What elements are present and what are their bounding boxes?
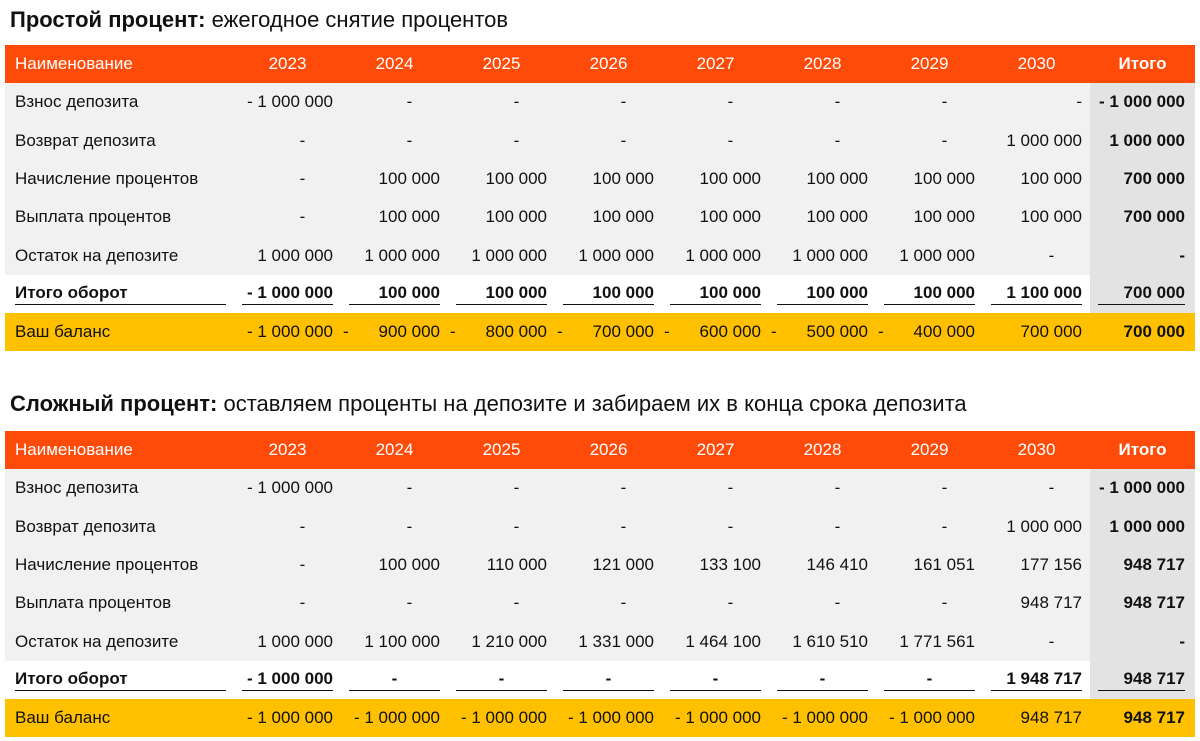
column-header-year: 2023 xyxy=(268,54,307,74)
table-cell: 1 464 100 xyxy=(685,631,761,651)
table-cell: - xyxy=(941,92,948,112)
table-row-balance xyxy=(5,313,1195,351)
row-total: 1 000 000 xyxy=(1090,122,1195,160)
simple-interest-table xyxy=(5,45,1195,351)
simple-interest-title-rest: ежегодное снятие процентов xyxy=(205,7,509,32)
column-header-year: 2027 xyxy=(696,440,735,460)
column-header-year: 2026 xyxy=(589,54,628,74)
column-header-year: 2028 xyxy=(803,54,842,74)
table-cell: 100 000 xyxy=(485,169,547,189)
column-header-name: Наименование xyxy=(15,54,133,74)
table-cell: - xyxy=(513,130,520,150)
table-cell xyxy=(448,313,555,351)
table-cell: 100 000 xyxy=(884,283,975,305)
table-cell: 100 000 xyxy=(913,207,975,227)
table-cell: - xyxy=(406,130,413,150)
table-row-interest-payout xyxy=(5,198,1195,236)
table-cell: 100 000 xyxy=(1020,169,1082,189)
table-cell xyxy=(555,313,662,351)
amount: 400 000 xyxy=(913,322,975,342)
table-cell: - xyxy=(620,92,627,112)
table-cell: 1 000 000 xyxy=(685,245,761,265)
table-row-interest-accrual xyxy=(5,160,1195,198)
table-cell: - xyxy=(941,593,948,613)
row-label: Остаток на депозите xyxy=(15,631,179,651)
table-cell: - xyxy=(727,593,734,613)
amount: 800 000 xyxy=(485,322,547,342)
table-cell: 1 100 000 xyxy=(364,631,440,651)
table-cell: - 1 000 000 xyxy=(353,708,440,728)
amount: 600 000 xyxy=(699,322,761,342)
table-row-turnover xyxy=(5,275,1195,313)
table-cell: 948 717 xyxy=(1020,708,1082,728)
table-cell: 1 000 000 xyxy=(364,245,440,265)
table-cell: - xyxy=(299,555,306,575)
table-cell: 1 000 000 xyxy=(257,245,333,265)
compound-interest-heading xyxy=(10,390,967,418)
table-row-deposit-in xyxy=(5,83,1195,121)
column-header-year: 2030 xyxy=(1017,54,1056,74)
row-label: Взнос депозита xyxy=(15,478,139,498)
table-cell: - xyxy=(513,516,520,536)
table-cell: 1 000 000 xyxy=(578,245,654,265)
table-cell xyxy=(876,313,983,351)
negative-sign: - xyxy=(771,322,777,342)
amount: 900 000 xyxy=(378,322,440,342)
table-row-deposit-return xyxy=(5,122,1195,160)
table-cell: - 1 000 000 xyxy=(246,708,333,728)
negative-sign: - xyxy=(343,322,349,342)
table-cell: - xyxy=(299,207,306,227)
table-row-interest-payout xyxy=(5,584,1195,622)
row-total: 948 717 xyxy=(1123,708,1185,728)
table-cell: - xyxy=(777,669,868,691)
table-cell: - 1 000 000 xyxy=(246,322,333,342)
table-cell: - xyxy=(406,92,413,112)
table-header-row xyxy=(5,431,1195,469)
table-cell: 1 000 000 xyxy=(1006,130,1082,150)
table-cell: 100 000 xyxy=(378,555,440,575)
row-total: - 1 000 000 xyxy=(1090,83,1195,121)
table-cell: 100 000 xyxy=(378,169,440,189)
row-label: Итого оборот xyxy=(15,283,226,305)
table-row-balance xyxy=(5,699,1195,737)
table-cell: 146 410 xyxy=(806,555,868,575)
table-cell xyxy=(769,313,876,351)
column-header-year: 2023 xyxy=(268,440,307,460)
row-label: Начисление процентов xyxy=(15,555,199,575)
table-cell: - xyxy=(1048,245,1055,265)
column-header-year: 2029 xyxy=(910,54,949,74)
table-cell: - xyxy=(1048,631,1055,651)
table-cell: - xyxy=(941,516,948,536)
table-cell: 110 000 xyxy=(486,555,547,575)
row-label: Ваш баланс xyxy=(15,322,111,342)
row-total: - xyxy=(1090,622,1195,660)
table-cell: 100 000 xyxy=(670,283,761,305)
table-cell: 100 000 xyxy=(806,169,868,189)
table-cell: 100 000 xyxy=(777,283,868,305)
simple-interest-heading xyxy=(10,6,508,34)
row-label: Возврат депозита xyxy=(15,516,156,536)
table-cell: 100 000 xyxy=(592,169,654,189)
row-total: 948 717 xyxy=(1090,546,1195,584)
column-header-year: 2024 xyxy=(375,440,414,460)
table-cell: 100 000 xyxy=(913,169,975,189)
table-cell: 100 000 xyxy=(378,207,440,227)
table-cell: - 1 000 000 xyxy=(888,708,975,728)
column-header-year: 2025 xyxy=(482,54,521,74)
table-cell: - xyxy=(834,516,841,536)
table-cell: 1 000 000 xyxy=(792,245,868,265)
table-cell: - xyxy=(620,130,627,150)
table-cell: - xyxy=(406,478,413,498)
table-cell: 100 000 xyxy=(699,169,761,189)
column-header-year: 2025 xyxy=(482,440,521,460)
table-cell: - xyxy=(834,593,841,613)
table-cell: - xyxy=(620,593,627,613)
table-cell: - xyxy=(563,669,654,691)
table-cell: 1 000 000 xyxy=(899,245,975,265)
table-cell: 100 000 xyxy=(485,207,547,227)
table-cell: - xyxy=(456,669,547,691)
column-header-year: 2026 xyxy=(589,440,628,460)
table-cell: - xyxy=(1076,92,1082,112)
row-label: Ваш баланс xyxy=(15,708,111,728)
table-cell: 1 000 000 xyxy=(1006,516,1082,536)
table-cell: - xyxy=(727,516,734,536)
table-cell: 1 610 510 xyxy=(792,631,868,651)
compound-interest-title-bold: Сложный процент: xyxy=(10,391,218,416)
row-total: 700 000 xyxy=(1098,283,1185,305)
table-cell: - 1 000 000 xyxy=(242,669,333,691)
table-cell: - 1 000 000 xyxy=(246,478,333,498)
column-header-year: 2030 xyxy=(1017,440,1056,460)
table-cell: - xyxy=(727,478,734,498)
table-cell: - 1 000 000 xyxy=(674,708,761,728)
table-cell: - xyxy=(670,669,761,691)
table-cell: - xyxy=(727,130,734,150)
table-cell: 100 000 xyxy=(563,283,654,305)
table-cell: 1 000 000 xyxy=(471,245,547,265)
table-cell: - xyxy=(834,478,841,498)
column-header-total: Итого xyxy=(1118,54,1167,74)
negative-sign: - xyxy=(557,322,563,342)
table-cell: - 1 000 000 xyxy=(781,708,868,728)
table-cell: 700 000 xyxy=(1020,322,1082,342)
row-label: Начисление процентов xyxy=(15,169,199,189)
table-row-deposit-remainder xyxy=(5,622,1195,660)
table-cell: - 1 000 000 xyxy=(246,92,333,112)
row-total: 700 000 xyxy=(1090,160,1195,198)
table-cell: - xyxy=(406,593,413,613)
table-cell: 100 000 xyxy=(592,207,654,227)
table-cell: 948 717 xyxy=(1020,593,1082,613)
table-row-deposit-remainder xyxy=(5,236,1195,274)
table-cell: - xyxy=(834,92,841,112)
simple-interest-title-bold: Простой процент: xyxy=(10,7,206,32)
table-cell: 177 156 xyxy=(1020,555,1082,575)
table-cell: - xyxy=(513,593,520,613)
row-total: 1 000 000 xyxy=(1090,508,1195,546)
table-cell: - 1 000 000 xyxy=(460,708,547,728)
negative-sign: - xyxy=(664,322,670,342)
table-cell: - 1 000 000 xyxy=(242,283,333,305)
column-header-year: 2029 xyxy=(910,440,949,460)
table-cell: 100 000 xyxy=(699,207,761,227)
table-cell: 1 100 000 xyxy=(991,283,1082,305)
row-total: - xyxy=(1090,236,1195,274)
table-header-row xyxy=(5,45,1195,83)
table-cell: - xyxy=(349,669,440,691)
row-label: Итого оборот xyxy=(15,669,226,691)
row-total: 700 000 xyxy=(1090,198,1195,236)
table-cell: 1 210 000 xyxy=(471,631,547,651)
table-cell: - xyxy=(299,169,306,189)
compound-interest-table xyxy=(5,431,1195,737)
table-cell: - xyxy=(299,516,306,536)
table-row-deposit-in xyxy=(5,469,1195,507)
column-header-year: 2024 xyxy=(375,54,414,74)
table-cell: - xyxy=(941,130,948,150)
table-cell: - xyxy=(941,478,948,498)
table-cell xyxy=(341,313,448,351)
table-cell: 1 948 717 xyxy=(991,669,1082,691)
table-cell: 1 331 000 xyxy=(578,631,654,651)
row-total: 700 000 xyxy=(1123,322,1185,342)
row-total: - 1 000 000 xyxy=(1090,469,1195,507)
table-cell: 1 771 561 xyxy=(899,631,975,651)
table-cell: - 1 000 000 xyxy=(567,708,654,728)
table-cell: 100 000 xyxy=(349,283,440,305)
table-cell: - xyxy=(620,478,627,498)
row-label: Взнос депозита xyxy=(15,92,139,112)
table-cell: - xyxy=(1048,478,1055,498)
row-total: 948 717 xyxy=(1090,584,1195,622)
table-cell: - xyxy=(513,92,520,112)
table-cell: 1 000 000 xyxy=(257,631,333,651)
row-total: 948 717 xyxy=(1098,669,1185,691)
negative-sign: - xyxy=(878,322,884,342)
amount: 500 000 xyxy=(806,322,868,342)
table-row-interest-accrual xyxy=(5,546,1195,584)
table-cell: 100 000 xyxy=(1020,207,1082,227)
table-cell: 121 000 xyxy=(592,555,654,575)
table-cell: - xyxy=(299,130,306,150)
table-cell: - xyxy=(727,92,734,112)
table-cell: - xyxy=(834,130,841,150)
table-cell: 100 000 xyxy=(456,283,547,305)
row-label: Остаток на депозите xyxy=(15,245,179,265)
column-header-year: 2028 xyxy=(803,440,842,460)
column-header-total: Итого xyxy=(1118,440,1167,460)
table-row-deposit-return xyxy=(5,508,1195,546)
table-cell: 133 100 xyxy=(699,555,761,575)
compound-interest-title-rest: оставляем проценты на депозите и забираем их в конца срока депозита xyxy=(217,391,967,416)
table-cell: - xyxy=(299,593,306,613)
column-header-name: Наименование xyxy=(15,440,133,460)
table-cell: - xyxy=(884,669,975,691)
negative-sign: - xyxy=(450,322,456,342)
row-label: Возврат депозита xyxy=(15,130,156,150)
table-row-turnover xyxy=(5,661,1195,699)
table-cell xyxy=(662,313,769,351)
table-cell: - xyxy=(406,516,413,536)
table-cell: 100 000 xyxy=(806,207,868,227)
table-cell: 161 051 xyxy=(913,555,975,575)
table-cell: - xyxy=(620,516,627,536)
table-cell: - xyxy=(513,478,520,498)
row-label: Выплата процентов xyxy=(15,593,172,613)
amount: 700 000 xyxy=(592,322,654,342)
row-label: Выплата процентов xyxy=(15,207,172,227)
column-header-year: 2027 xyxy=(696,54,735,74)
